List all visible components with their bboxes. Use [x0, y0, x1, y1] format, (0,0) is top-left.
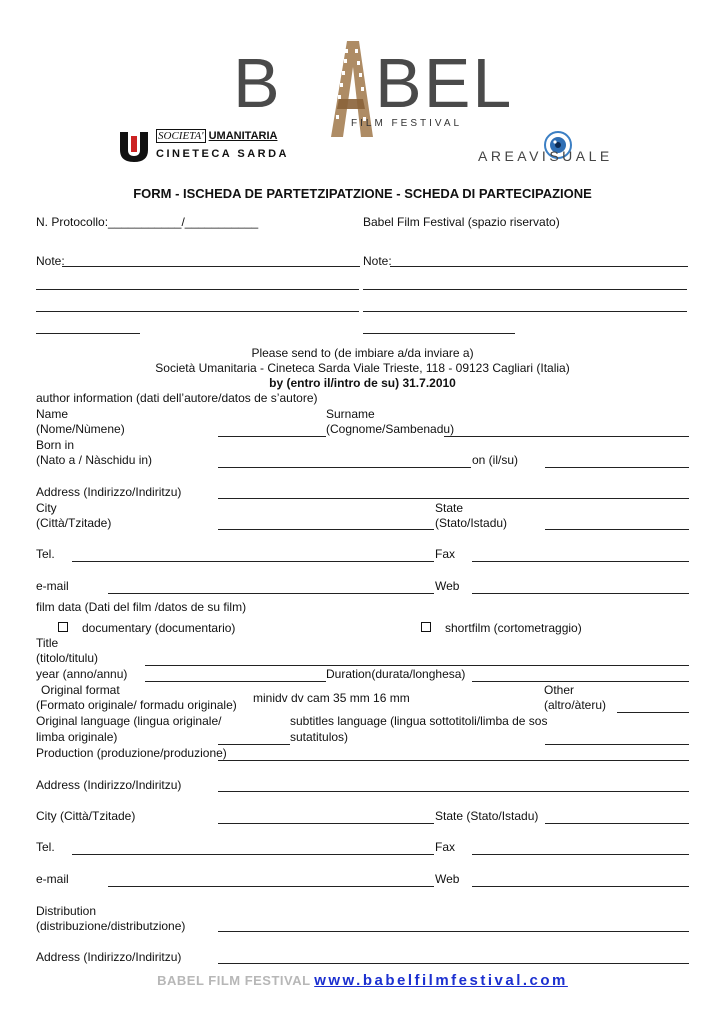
footer-website-link[interactable]: www.babelfilmfestival.com	[314, 972, 568, 989]
production-email-label: e-mail	[36, 872, 69, 886]
production-email-field[interactable]	[108, 886, 434, 887]
born-label: Born in	[36, 438, 75, 452]
duration-field[interactable]	[472, 681, 689, 682]
born-label-local: (Nato a / Nàschidu in)	[36, 453, 153, 467]
distribution-address-field[interactable]	[218, 963, 689, 964]
deadline-line: by (entro il/intro de su) 31.7.2010	[269, 376, 456, 390]
footer-label: BABEL FILM FESTIVAL	[157, 973, 311, 988]
surname-label: Surname	[326, 407, 375, 421]
cineteca-sarda-label: CINETECA SARDA	[156, 148, 289, 160]
production-city-label: City (Città/Tzitade)	[36, 809, 136, 823]
production-city-field[interactable]	[218, 823, 434, 824]
logo-letter-b: B	[233, 44, 282, 122]
author-state-field[interactable]	[545, 529, 689, 530]
production-state-field[interactable]	[545, 823, 689, 824]
surname-label-local: (Cognome/Sambenadu)	[326, 422, 455, 436]
subtitles-language-label: subtitles language (lingua sottotitoli/limba de sos	[290, 714, 548, 728]
production-label: Production (produzione/produzione)	[36, 746, 227, 760]
send-address-line: Società Umanitaria - Cineteca Sarda Viale Trieste, 118 - 09123 Cagliari (Italia)	[155, 361, 570, 375]
original-language-field[interactable]	[218, 744, 290, 745]
other-format-label: Other	[544, 683, 575, 697]
birthplace-field[interactable]	[218, 467, 471, 468]
babel-film-festival-logo	[233, 30, 514, 134]
birthdate-field[interactable]	[545, 467, 689, 468]
author-city-label-local: (Città/Tzitade)	[36, 516, 112, 530]
author-fax-label: Fax	[435, 547, 456, 561]
production-tel-field[interactable]	[72, 854, 434, 855]
note-right-line-2[interactable]	[363, 289, 687, 290]
author-address-field[interactable]	[218, 498, 689, 499]
production-fax-field[interactable]	[472, 854, 689, 855]
production-field[interactable]	[218, 760, 689, 761]
author-city-label: City	[36, 501, 57, 515]
note-right-line-4[interactable]	[363, 333, 515, 334]
film-title-field[interactable]	[145, 665, 689, 666]
production-web-label: Web	[435, 872, 460, 886]
note-left-line-3[interactable]	[36, 311, 359, 312]
format-label: Original format	[41, 683, 120, 697]
note-right-label: Note:	[363, 254, 392, 268]
format-options[interactable]: minidv dv cam 35 mm 16 mm	[253, 691, 410, 705]
note-left-label: Note:	[36, 254, 65, 268]
subtitles-language-label-local: sutatitulos)	[290, 730, 349, 744]
year-label: year (anno/annu)	[36, 667, 128, 681]
author-state-label-local: (Stato/Istadu)	[435, 516, 508, 530]
original-language-label: Original language (lingua originale/	[36, 714, 222, 728]
author-section-heading: author information (dati dell’autore/datos de s’autore)	[36, 391, 318, 405]
name-label-local: (Nome/Nùmene)	[36, 422, 125, 436]
distribution-label: Distribution	[36, 904, 97, 918]
note-right-field[interactable]	[390, 266, 688, 267]
shortfilm-label: shortfilm (cortometraggio)	[445, 621, 582, 635]
year-field[interactable]	[145, 681, 326, 682]
documentary-label: documentary (documentario)	[82, 621, 236, 635]
author-city-field[interactable]	[218, 529, 434, 530]
author-tel-field[interactable]	[72, 561, 434, 562]
production-web-field[interactable]	[472, 886, 689, 887]
author-email-field[interactable]	[108, 593, 434, 594]
logo-letters-bel: BEL	[375, 44, 514, 122]
production-state-label: State (Stato/Istadu)	[435, 809, 539, 823]
societa-umanitaria-logo	[116, 128, 296, 164]
logo-subtitle: FILM FESTIVAL	[351, 118, 463, 129]
protocol-label: N. Protocollo:___________/___________	[36, 215, 259, 229]
reserved-label: Babel Film Festival (spazio riservato)	[363, 215, 560, 229]
film-title-label-local: (titolo/titulu)	[36, 651, 99, 665]
name-field[interactable]	[218, 436, 326, 437]
distribution-field[interactable]	[218, 931, 689, 932]
format-label-local: (Formato originale/ formadu originale)	[36, 698, 237, 712]
umanitaria-label: UMANITARIA	[208, 130, 278, 142]
film-title-label: Title	[36, 636, 59, 650]
footer	[0, 972, 725, 989]
birthdate-label: on (il/su)	[472, 453, 519, 467]
duration-label: Duration(durata/longhesa)	[326, 667, 466, 681]
note-right-line-3[interactable]	[363, 311, 687, 312]
original-language-label-local: limba originale)	[36, 730, 118, 744]
author-tel-label: Tel.	[36, 547, 55, 561]
subtitles-language-field[interactable]	[545, 744, 689, 745]
distribution-label-local: (distribuzione/distributzione)	[36, 919, 186, 933]
documentary-checkbox[interactable]	[58, 622, 68, 632]
surname-field[interactable]	[444, 436, 689, 437]
shortfilm-checkbox[interactable]	[421, 622, 431, 632]
societa-umanitaria-emblem-icon	[116, 128, 152, 164]
production-address-field[interactable]	[218, 791, 689, 792]
film-section-heading: film data (Dati del film /datos de su film)	[36, 600, 247, 614]
other-format-field[interactable]	[617, 712, 689, 713]
author-email-label: e-mail	[36, 579, 69, 593]
production-tel-label: Tel.	[36, 840, 55, 854]
author-web-label: Web	[435, 579, 460, 593]
author-address-label: Address (Indirizzo/Indiritzu)	[36, 485, 182, 499]
author-state-label: State	[435, 501, 464, 515]
send-to-line: Please send to (de imbiare a/da inviare a)	[251, 346, 474, 360]
author-web-field[interactable]	[472, 593, 689, 594]
note-left-line-2[interactable]	[36, 289, 359, 290]
author-fax-field[interactable]	[472, 561, 689, 562]
note-left-field[interactable]	[62, 266, 360, 267]
production-fax-label: Fax	[435, 840, 456, 854]
note-left-line-4[interactable]	[36, 333, 140, 334]
name-label: Name	[36, 407, 69, 421]
areavisuale-logo	[478, 130, 648, 164]
distribution-address-label: Address (Indirizzo/Indiritzu)	[36, 950, 182, 964]
areavisuale-label: AREAVISUALE	[478, 148, 613, 164]
form-title: FORM - ISCHEDA DE PARTETZIPATZIONE - SCHEDA DI PARTECIPAZIONE	[133, 186, 592, 201]
production-address-label: Address (Indirizzo/Indiritzu)	[36, 778, 182, 792]
other-format-label-local: (altro/àteru)	[544, 698, 607, 712]
societa-label: SOCIETA'	[158, 130, 204, 142]
